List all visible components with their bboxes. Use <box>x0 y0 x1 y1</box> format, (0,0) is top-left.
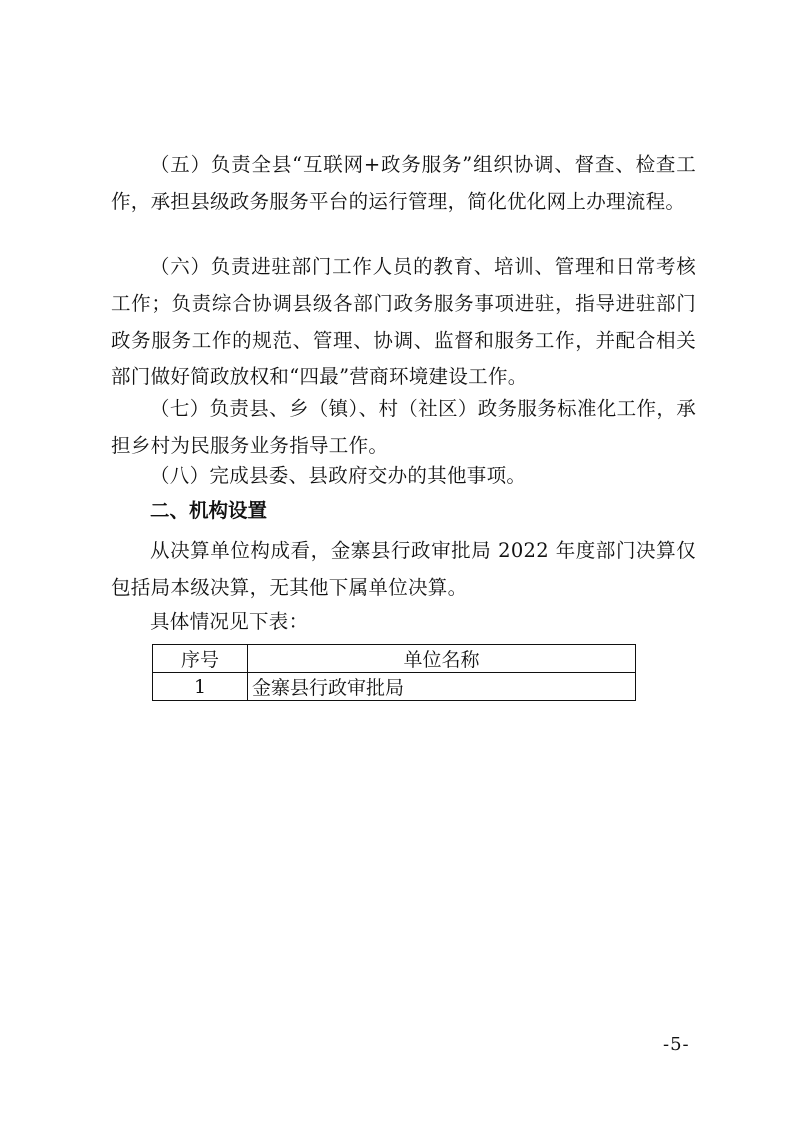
table-cell: 1 <box>153 673 248 701</box>
section-heading: 二、机构设置 <box>150 499 268 522</box>
table-intro: 具体情况见下表： <box>150 610 309 633</box>
paragraph-item-6: （六）负责进驻部门工作人员的教育、培训、管理和日常考核工作；负责综合协调县级各部门政务服务事项进驻，指导进驻部门政务服务工作的规范、管理、协调、监督和服务工作，并配合相关部门做好简政放权和“四最”营商环境建设工作。 <box>111 255 696 389</box>
paragraph-item-5: （五）负责全县“互联网+政务服务”组织协调、督查、检查工作，承担县级政务服务平台的运行管理，简化优化网上办理流程。 <box>111 153 696 213</box>
table-header-cell: 单位名称 <box>248 645 636 673</box>
page-number: -5- <box>663 1034 690 1055</box>
paragraph-item-7: （七）负责县、乡（镇）、村（社区）政务服务标准化工作，承担乡村为民服务业务指导工作。 <box>111 397 696 457</box>
table-header-row <box>153 645 636 673</box>
table-row <box>153 673 636 701</box>
table-header-cell: 序号 <box>153 645 248 673</box>
unit-table <box>152 644 636 701</box>
section-body-paragraph: 从决算单位构成看，金寨县行政审批局 2022 年度部门决算仅包括局本级决算，无其他下属单位决算。 <box>111 539 696 599</box>
table-cell: 金寨县行政审批局 <box>248 673 636 701</box>
paragraph-item-8: （八）完成县委、县政府交办的其他事项。 <box>150 464 527 487</box>
